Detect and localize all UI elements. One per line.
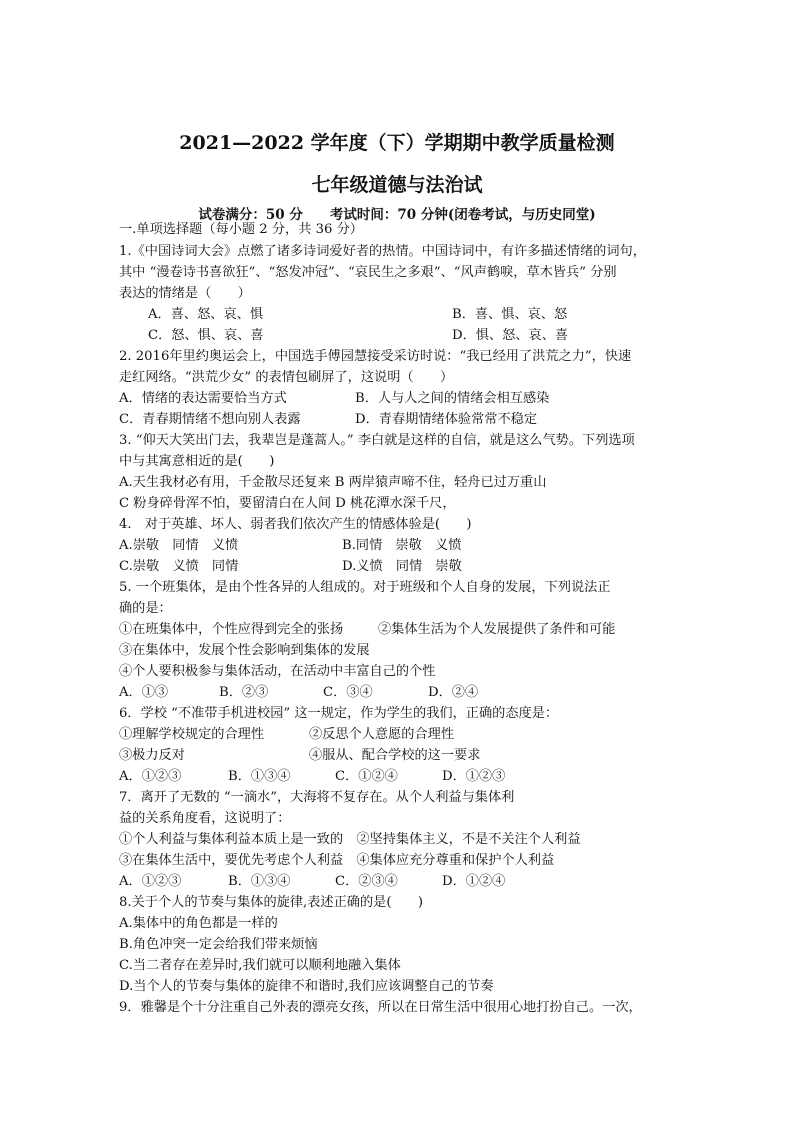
q3-options-line2: C 粉身碎骨浑不怕，要留清白在人间 D 桃花潭水深千尺， (119, 496, 456, 511)
q9-stem-line1: 9．雅馨是个十分注重自己外表的漂亮女孩，所以在日常生活中很用心地打扮自己。一次， (119, 1000, 642, 1015)
q1-stem-line2: 其中 “漫卷诗书喜欲狂”、“怒发冲冠”、“哀民生之多艰”、“风声鹤唳，草木皆兵” 分别 (119, 265, 617, 280)
q3-stem-line2: 中与其寓意相近的是( ) (119, 454, 275, 469)
q5-stem-line1: 5. 一个班集体，是由个性各异的人组成的。对于班级和个人自身的发展，下列说法正 (119, 580, 611, 595)
q7-option-c: C．②③④ (335, 874, 398, 889)
q4-option-c: C.崇敬 义愤 同情 (119, 559, 239, 574)
q6-statement-4: ④服从、配合学校的这一要求 (309, 748, 481, 763)
section-heading: 一.单项选择题（每小题 2 分，共 36 分） (119, 222, 363, 237)
q7-statements-line2: ③在集体生活中，要优先考虑个人利益 ④集体应充分尊重和保护个人利益 (119, 853, 555, 868)
q1-stem-line3: 表达的情绪是（ ） (119, 286, 251, 301)
q4-option-a: A.崇敬 同情 义愤 (119, 538, 239, 553)
q2-option-a: A．情绪的表达需要恰当方式 (119, 391, 287, 406)
q1-stem-line1: 1.《中国诗词大会》点燃了诸多诗词爱好者的热情。中国诗词中，有许多描述情绪的词句， (119, 244, 646, 259)
q5-statement-4: ④个人要积极参与集体活动，在活动中丰富自己的个性 (119, 664, 436, 679)
q7-stem-line2: 益的关系角度看，这说明了： (119, 811, 291, 826)
q5-statement-3: ③在集体中，发展个性会影响到集体的发展 (119, 643, 370, 658)
q7-option-a: A．①②③ (119, 874, 182, 889)
q6-stem: 6．学校 “不准带手机进校园” 这一规定，作为学生的我们，正确的态度是： (119, 706, 559, 721)
q4-option-b: B.同情 崇敬 义愤 (342, 538, 462, 553)
q2-option-d: D．青春期情绪体验常常不稳定 (355, 412, 538, 427)
q7-option-b: B．①③④ (228, 874, 291, 889)
q1-option-d: D．惧、怒、哀、喜 (452, 328, 569, 343)
q1-option-b: B．喜、惧、哀、怒 (452, 307, 568, 322)
q8-option-b: B.角色冲突一定会给我们带来烦恼 (119, 937, 318, 952)
exam-title: 2021—2022 学年度（下）学期期中教学质量检测 (179, 132, 615, 154)
q2-stem-line2: 走红网络。“洪荒少女” 的表情包刷屏了，这说明（ ） (119, 370, 454, 385)
exam-info: 试卷满分：50 分 考试时间：70 分钟(闭卷考试，与历史同堂) (198, 207, 596, 223)
q1-option-a: A．喜、怒、哀、惧 (148, 307, 264, 322)
q5-option-b: B．②③ (219, 685, 269, 700)
q8-option-d: D.当个人的节奏与集体的旋律不和谐时,我们应该调整自己的节奏 (119, 979, 494, 994)
q5-option-c: C．③④ (323, 685, 373, 700)
q6-option-c: C．①②④ (335, 769, 398, 784)
q6-option-b: B．①③④ (228, 769, 291, 784)
q5-option-d: D．②④ (428, 685, 479, 700)
q7-stem-line1: 7．离开了无数的 “一滴水”，大海将不复存在。从个人利益与集体利 (119, 790, 515, 805)
q3-options-line1: A.天生我材必有用，千金散尽还复来 B 两岸猿声啼不住，轻舟已过万重山 (119, 475, 547, 490)
q3-stem-line1: 3. “仰天大笑出门去，我辈岂是蓬蒿人。” 李白就是这样的自信，就是这么气势。下列选项 (119, 433, 635, 448)
q5-stem-line2: 确的是： (119, 601, 172, 616)
q7-statements-line1: ①个人利益与集体利益本质上是一致的 ②坚持集体主义，不是不关注个人利益 (119, 832, 581, 847)
q6-statement-3: ③极力反对 (119, 748, 185, 763)
q6-statement-2: ②反思个人意愿的合理性 (309, 727, 455, 742)
q5-option-a: A．①③ (119, 685, 169, 700)
q7-option-d: D．①②④ (442, 874, 506, 889)
q2-stem-line1: 2. 2016年里约奥运会上，中国选手傅园慧接受采访时说：“我已经用了洪荒之力”，快速 (119, 349, 632, 364)
q5-statement-2: ②集体生活为个人发展提供了条件和可能 (378, 622, 616, 637)
q2-option-b: B．人与人之间的情绪会相互感染 (355, 391, 550, 406)
q6-option-a: A．①②③ (119, 769, 182, 784)
q6-option-d: D．①②③ (442, 769, 506, 784)
q8-option-a: A.集体中的角色都是一样的 (119, 916, 278, 931)
q8-stem: 8.关于个人的节奏与集体的旋律,表述正确的是( ) (119, 895, 423, 910)
q8-option-c: C.当二者存在差异时,我们就可以顺利地融入集体 (119, 958, 401, 973)
exam-subtitle: 七年级道德与法治试 (311, 174, 483, 196)
q4-stem: 4. 对于英雄、坏人、弱者我们依次产生的情感体验是( ) (119, 517, 472, 532)
q2-option-c: C．青春期情绪不想向别人表露 (119, 412, 301, 427)
q1-option-c: C．怒、惧、哀、喜 (148, 328, 264, 343)
q5-statement-1: ①在班集体中，个性应得到完全的张扬 (119, 622, 344, 637)
q4-option-d: D.义愤 同情 崇敬 (342, 559, 462, 574)
q6-statement-1: ①理解学校规定的合理性 (119, 727, 265, 742)
